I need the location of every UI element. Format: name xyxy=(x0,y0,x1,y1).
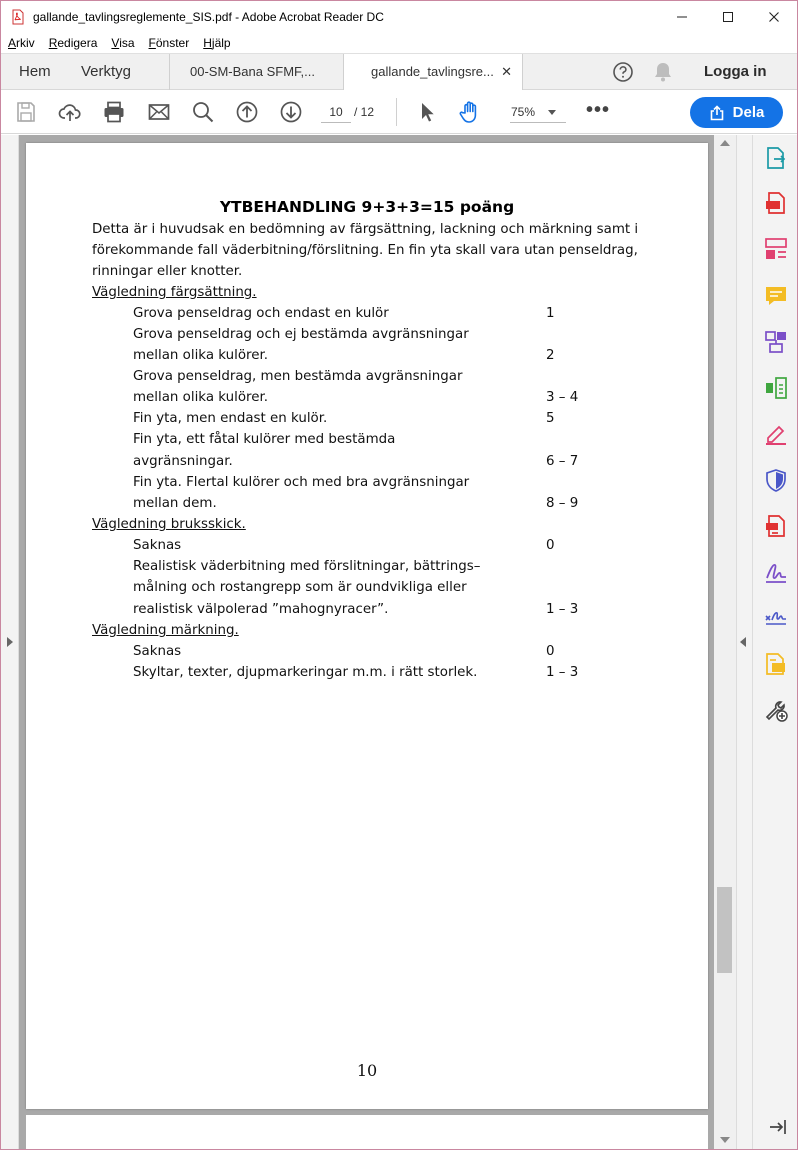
section-heading: Vägledning märkning. xyxy=(92,623,239,638)
criteria-line: mellan olika kulörer. xyxy=(133,390,269,405)
zoom-level-select[interactable]: 75% xyxy=(510,101,566,123)
criteria-line: mellan olika kulörer. xyxy=(133,348,269,363)
document-viewport[interactable] xyxy=(1,135,736,1150)
protect-icon[interactable] xyxy=(763,467,789,493)
right-panel-handle[interactable] xyxy=(737,135,753,1150)
page-number-input[interactable]: 10 xyxy=(321,101,351,123)
criteria-line: Skyltar, texter, djupmarkeringar m.m. i rätt storlek. xyxy=(133,665,478,680)
toolbar xyxy=(1,90,797,134)
scroll-up-icon[interactable] xyxy=(720,140,730,146)
score-value: 2 xyxy=(546,348,555,363)
menu-label: edigera xyxy=(57,35,98,50)
criteria-line: avgränsningar. xyxy=(133,454,233,469)
title-bar xyxy=(1,1,797,32)
menu-visa[interactable] xyxy=(111,36,134,50)
comment-icon[interactable] xyxy=(763,283,789,309)
organize-pages-icon[interactable] xyxy=(763,236,789,262)
score-value: 0 xyxy=(546,644,555,659)
intro-line: förekommande fall väderbitning/förslitning. En fin yta skall vara utan penseldrag, xyxy=(92,243,638,258)
menu-mnemonic: A xyxy=(8,35,17,50)
vertical-scrollbar[interactable] xyxy=(714,135,736,1150)
tab-bar xyxy=(1,53,797,90)
maximize-button[interactable] xyxy=(705,1,751,32)
send-for-review-icon[interactable] xyxy=(763,651,789,677)
left-panel-handle[interactable] xyxy=(1,135,19,1150)
close-window-button[interactable] xyxy=(751,1,797,32)
menu-redigera[interactable] xyxy=(49,36,98,50)
save-icon[interactable] xyxy=(14,100,38,124)
tab-tools[interactable]: Verktyg xyxy=(81,63,132,80)
scrollbar-thumb[interactable] xyxy=(717,887,732,973)
more-options-icon[interactable]: ••• xyxy=(586,99,611,121)
criteria-line: målning och rostangrepp som är oundvikliga eller xyxy=(133,580,467,595)
scroll-down-icon[interactable] xyxy=(720,1137,730,1143)
signature-icon[interactable] xyxy=(763,605,789,631)
criteria-line: realistisk välpolerad ”mahognyracer”. xyxy=(133,602,389,617)
window-title: gallande_tavlingsreglemente_SIS.pdf - Adobe Acrobat Reader DC xyxy=(33,9,384,24)
share-label: Dela xyxy=(732,104,765,121)
menu-mnemonic: H xyxy=(203,35,212,50)
next-page-icon[interactable] xyxy=(279,100,303,124)
login-link[interactable]: Logga in xyxy=(704,63,767,80)
criteria-line: Saknas xyxy=(133,538,182,553)
pdf-page xyxy=(26,143,708,1109)
create-pdf-2-icon[interactable] xyxy=(763,513,789,539)
score-value: 6 – 7 xyxy=(546,454,579,469)
criteria-line: Realistisk väderbitning med förslitningar, bättrings– xyxy=(133,559,481,574)
menu-label: isa xyxy=(119,35,135,50)
intro-line: rinningar eller knotter. xyxy=(92,264,243,279)
collapse-right-panel-icon[interactable] xyxy=(740,637,746,647)
menu-label: jälp xyxy=(211,35,231,50)
menu-fonster[interactable] xyxy=(149,36,190,50)
compress-icon[interactable] xyxy=(763,375,789,401)
menu-mnemonic: V xyxy=(111,35,120,50)
tab-document-2[interactable] xyxy=(343,54,523,91)
more-tools-icon[interactable] xyxy=(763,697,789,723)
share-button[interactable] xyxy=(690,97,783,128)
section-heading: Vägledning färgsättning. xyxy=(92,285,257,300)
expand-left-panel-icon[interactable] xyxy=(7,637,13,647)
criteria-line: Fin yta. Flertal kulörer och med bra avgränsningar xyxy=(133,475,470,490)
tab-document-1[interactable] xyxy=(169,54,343,91)
page-total: / 12 xyxy=(354,105,375,119)
close-icon xyxy=(768,11,780,23)
minimize-button[interactable] xyxy=(659,1,705,32)
menu-arkiv[interactable] xyxy=(8,36,35,50)
window-controls xyxy=(659,1,797,32)
combine-files-icon[interactable] xyxy=(763,329,789,355)
menu-label: rkiv xyxy=(16,35,35,50)
previous-page-icon[interactable] xyxy=(235,100,259,124)
criteria-line: Fin yta, ett fåtal kulörer med bestämda xyxy=(133,432,396,447)
score-value: 5 xyxy=(546,411,555,426)
minimize-icon xyxy=(676,11,688,23)
acrobat-pdf-icon xyxy=(10,9,26,25)
create-pdf-icon[interactable] xyxy=(763,190,789,216)
menu-label: önster xyxy=(155,35,190,50)
criteria-line: mellan dem. xyxy=(133,496,217,511)
right-tools-panel xyxy=(736,135,797,1150)
cloud-upload-icon[interactable] xyxy=(58,100,82,124)
page-footer-number: 10 xyxy=(356,1061,378,1080)
export-pdf-icon[interactable] xyxy=(763,145,789,171)
score-value: 1 – 3 xyxy=(546,665,579,680)
menu-hjalp[interactable] xyxy=(203,36,230,50)
toolbar-divider xyxy=(396,98,397,126)
score-value: 1 xyxy=(546,306,555,321)
collapse-tools-pane-icon[interactable] xyxy=(767,1117,789,1137)
bell-icon[interactable] xyxy=(652,60,674,84)
next-pdf-page xyxy=(26,1115,708,1150)
tab-close-icon[interactable]: ✕ xyxy=(501,64,512,79)
email-icon[interactable] xyxy=(147,100,171,124)
menu-mnemonic: F xyxy=(148,35,156,50)
tab-home[interactable]: Hem xyxy=(19,63,51,80)
score-value: 3 – 4 xyxy=(546,390,579,405)
section-heading: Vägledning bruksskick. xyxy=(92,517,246,532)
edit-pdf-icon[interactable] xyxy=(763,421,789,447)
search-icon[interactable] xyxy=(191,100,215,124)
menu-bar xyxy=(1,32,797,53)
page-heading: YTBEHANDLING 9+3+3=15 poäng xyxy=(219,198,515,216)
criteria-line: Grova penseldrag, men bestämda avgränsningar xyxy=(133,369,463,384)
share-icon xyxy=(709,105,725,121)
criteria-line: Saknas xyxy=(133,644,182,659)
hand-tool-icon[interactable] xyxy=(458,100,482,124)
help-icon[interactable] xyxy=(611,60,635,84)
score-value: 1 – 3 xyxy=(546,602,579,617)
criteria-line: Grova penseldrag och endast en kulör xyxy=(133,306,389,321)
print-icon[interactable] xyxy=(102,100,126,124)
maximize-icon xyxy=(722,11,734,23)
fill-sign-icon[interactable] xyxy=(763,559,789,585)
score-value: 8 – 9 xyxy=(546,496,579,511)
chevron-down-icon[interactable] xyxy=(548,110,556,115)
intro-line: Detta är i huvudsak en bedömning av färgsättning, lackning och märkning samt i xyxy=(92,222,639,237)
criteria-line: Fin yta, men endast en kulör. xyxy=(133,411,328,426)
menu-mnemonic: R xyxy=(48,35,58,50)
criteria-line: Grova penseldrag och ej bestämda avgränsningar xyxy=(133,327,469,342)
select-cursor-icon[interactable] xyxy=(415,100,439,124)
score-value: 0 xyxy=(546,538,555,553)
tab-document-2-label: gallande_tavlingsre... xyxy=(371,64,494,79)
tab-document-1-label: 00-SM-Bana SFMF,... xyxy=(190,64,315,79)
